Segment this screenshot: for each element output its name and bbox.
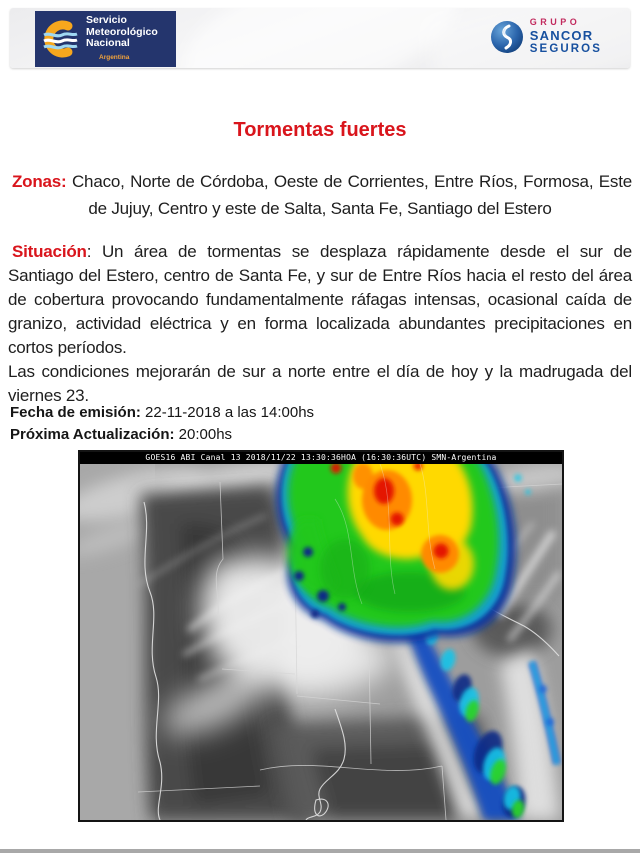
header-banner <box>10 8 630 68</box>
smn-name-line: Meteorológico <box>86 25 158 38</box>
alert-title: Tormentas fuertes <box>233 119 407 141</box>
next-update-value: 20:00hs <box>178 426 233 443</box>
situation-paragraph <box>8 240 632 360</box>
sancor-logo <box>490 18 602 56</box>
satellite-figure <box>78 450 564 822</box>
satellite-image <box>80 464 562 820</box>
smn-logo-text <box>86 15 158 63</box>
situation-text: Un área de tormentas se desplaza rápidamente desde el sur de Santiago del Estero, centro de Santa Fe, y sur de Entre Ríos hacia el resto del área de cobertura provocando fundamentalmente ráfagas intensas, ocasional caída de granizo, actividad eléctrica y en forma localizada abundantes precipitaciones en cortos períodos. <box>8 242 632 357</box>
situation-colon: : <box>86 242 92 261</box>
situation-label: Situación <box>12 242 87 261</box>
storm-core <box>276 464 516 643</box>
sancor-type-label: SEGUROS <box>529 43 602 55</box>
issue-date-line <box>10 404 314 421</box>
page-bottom-divider <box>0 849 640 853</box>
conditions-paragraph <box>8 360 632 408</box>
sancor-circle-icon <box>490 20 524 54</box>
issue-date-label: Fecha de emisión: <box>10 404 141 421</box>
next-update-line <box>10 426 232 443</box>
zones-text: Chaco, Norte de Córdoba, Oeste de Corrientes, Entre Ríos, Formosa, Este de Jujuy, Centro y este de Salta, Santa Fe, Santiago del Estero <box>71 172 632 218</box>
issue-date-value: 22-11-2018 a las 14:00hs <box>145 404 315 421</box>
zones-label: Zonas: <box>12 172 67 191</box>
sancor-name-label: SANCOR <box>529 28 594 43</box>
smn-country-label: Argentina <box>99 53 130 61</box>
zones-paragraph <box>8 168 632 222</box>
situation-block <box>8 240 632 408</box>
smn-name-line: Nacional <box>86 37 130 49</box>
smn-name-line: Servicio <box>86 14 127 26</box>
sancor-logo-text <box>530 18 602 56</box>
smn-sun-wave-icon <box>38 15 82 63</box>
next-update-label: Próxima Actualización: <box>10 426 175 443</box>
smn-logo <box>35 11 176 67</box>
conditions-text: Las condiciones mejorarán de sur a norte entre el día de hoy y la madrugada del viernes 23. <box>8 362 632 405</box>
satellite-caption: GOES16 ABI Canal 13 2018/11/22 13:30:36HOA (16:30:36UTC) SMN-Argentina <box>80 452 562 464</box>
sancor-group-label: GRUPO <box>529 17 581 27</box>
